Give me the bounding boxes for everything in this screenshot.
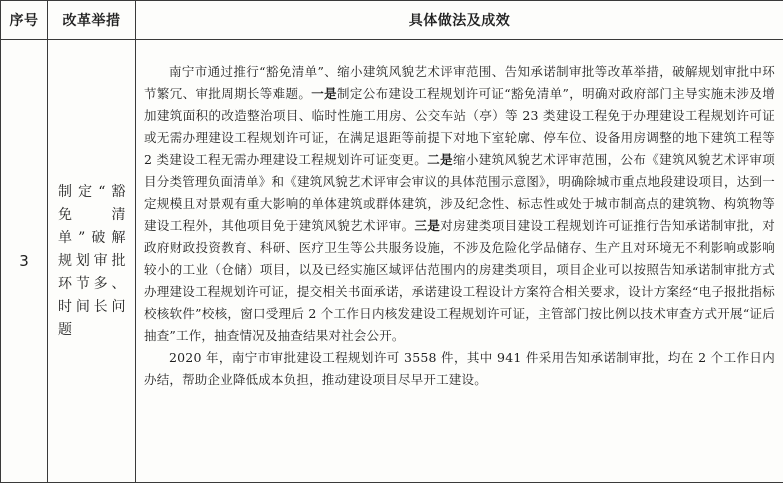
row-index: 3: [1, 40, 48, 483]
detail-point-1: 制定公布建设工程规划许可证“豁免清单”，明确对政府部门主导实施未涉及增加建筑面积的改造整治项目、临时性施工用房、公交车站（亭）等 23 类建设工程免于办理建设工程规划许可证或无需办理建设工程规划许可证，在满足退距等前提下对地下室轮廓、停车位、设备用房调整的地下建筑工程等 2 类建设工程无需办理建设工程规划许可证变更。: [144, 86, 775, 167]
header-index: 序号: [1, 1, 48, 40]
detail-point-2: 缩小建筑风貌艺术评审范围，公布《建筑风貌艺术评审项目分类管理负面清单》和《建筑风貌艺术评审会审议的具体范围示意图》，明确除城市重点地段建设项目，达到一定规模且对景观有重大影响的单体建筑或群体建筑，涉及纪念性、标志性或处于城市制高点的建筑物、构筑物等建设工程外，其他项目免于建筑风貌艺术评审。: [144, 152, 775, 233]
keyword-second: 二是: [427, 152, 453, 167]
row-measure: 制定“豁免清单”破解规划审批环节多、时间长问题: [48, 40, 136, 483]
detail-intro: 南宁市通过推行“豁免清单”、缩小建筑风貌艺术评审范围、告知承诺制审批等改革举措，破解规划审批中环节繁冗、审批周期长等难题。: [144, 64, 775, 101]
keyword-first: 一是: [311, 86, 338, 101]
row-detail: [136, 40, 783, 483]
header-measure: 改革举措: [48, 1, 136, 40]
keyword-third: 三是: [414, 218, 441, 233]
header-detail: 具体做法及成效: [136, 1, 783, 40]
table-header: [1, 1, 783, 40]
detail-point-3: 对房建类项目建设工程规划许可证推行告知承诺制审批，对政府财政投资教育、科研、医疗卫生等公共服务设施，不涉及危险化学品储存、生产且对环境无不利影响或影响较小的工业（仓储）项目，以及已经实施区域评估范围内的房建类项目，项目企业可以按照告知承诺制审批方式办理建设工程规划许可证，提交相关书面承诺，承诺建设工程设计方案符合相关要求，设计方案经“电子报批指标校核软件”校核，窗口受理后 2 个工作日内核发建设工程规划许可证，主管部门按比例以技术审查方式开展“证后抽查”工作，抽查情况及抽查结果对社会公开。: [144, 218, 776, 343]
header-row: [1, 1, 783, 40]
table-row: [1, 40, 783, 483]
detail-paragraph-1: [144, 61, 775, 347]
detail-paragraph-2: 2020 年，南宁市审批建设工程规划许可 3558 件，其中 941 件采用告知承诺制审批，均在 2 个工作日内办结，帮助企业降低成本负担，推动建设项目尽早开工建设。: [144, 350, 775, 387]
